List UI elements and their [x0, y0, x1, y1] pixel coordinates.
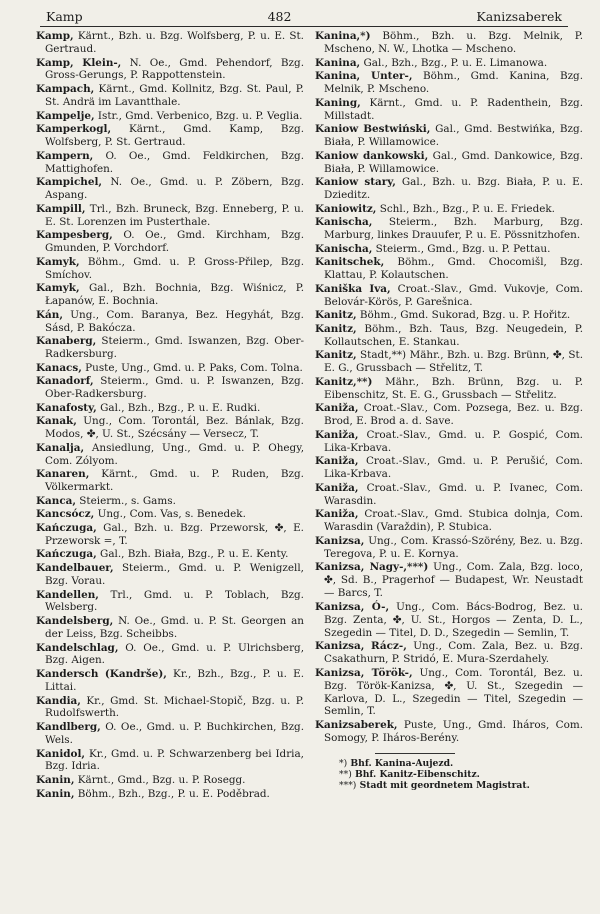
entry-headword: Kamp, Klein-, [36, 56, 122, 69]
entry [36, 668, 304, 694]
entry-text: Steierm., Gmd., Bzg. u. P. Pettau. [372, 242, 551, 255]
entry [315, 402, 583, 428]
entry [36, 589, 304, 615]
entry-headword: Kaniža, [315, 481, 359, 494]
entry-text: Kärnt., Gmd. Kamp, Bzg. Wolfsberg, P. St. Gertraud. [45, 123, 304, 148]
entry-text: Kärnt., Gmd. Kollnitz, Bzg. St. Paul, P. St. Andrä im Lavantthale. [45, 83, 304, 108]
entry-text: Kärnt., Gmd. u. P. Ruden, Bzg. Völkermarkt. [45, 468, 304, 494]
entry [36, 695, 304, 721]
entry-text: Ansiedlung, Ung., Gmd. u. P. Ohegy, Com. Zólyom. [45, 441, 304, 467]
entry [36, 615, 304, 641]
entry-headword: Kanin, [36, 787, 75, 800]
entry [36, 468, 304, 494]
entry [36, 522, 304, 548]
entry-text: Trl., Bzh. Bruneck, Bzg. Enneberg, P. u. E. St. Lorenzen im Pusterthale. [45, 202, 304, 228]
entry-headword: Kandia, [36, 694, 81, 707]
entry-text: Puste, Ung., Gmd. Iháros, Com. Somogy, P. Iháros-Berény. [324, 719, 583, 744]
entry [36, 57, 304, 83]
entry [36, 229, 304, 255]
entry-headword: Kaniža, [315, 402, 359, 415]
page-number: 482 [267, 8, 292, 24]
entry-headword: Kanina, Unter-, [315, 70, 413, 83]
entry-text: Mähr., Bzh. Brünn, Bzg. u. P. Eibenschitz, St. E. G., Grussbach — Střelitz. [324, 375, 583, 401]
right-column [315, 30, 583, 791]
entry-text: Kr., Gmd. u. P. Schwarzenberg bei Idria, Bzg. Idria. [45, 747, 304, 773]
entry-headword: Kanacs, [36, 361, 82, 374]
entry-headword: Kandlberg, [36, 721, 101, 734]
entry [315, 30, 583, 56]
entry-headword: Kamyk, [36, 255, 80, 268]
entry-headword: Kanidol, [36, 747, 86, 760]
entry-text: Böhm., Bzh. u. Bzg. Melnik, P. Mscheno, N. W., Lhotka — Mscheno. [324, 30, 583, 55]
entry-text: Istr., Gmd. Verbenico, Bzg. u. P. Veglia. [94, 109, 303, 122]
entry-headword: Kandelsberg, [36, 615, 114, 628]
entry [36, 176, 304, 202]
entry-text: Steierm., s. Gams. [76, 494, 176, 507]
left-column [36, 30, 304, 801]
entry-text: Kr., Bzh., Bzg., P. u. E. Littai. [45, 668, 304, 693]
entry-headword: Kaniow dankowski, [315, 149, 429, 162]
entry-headword: Kancsócz, [36, 508, 95, 521]
entry-text: Ung., Com. Torontál, Bez. Bánlak, Bzg. Modos, ✤, U. St., Szécsány — Versecz, T. [45, 415, 304, 441]
running-head-left: Kamp [46, 8, 83, 24]
entry-headword: Kanitz,**) [315, 375, 373, 388]
entry-headword: Kanizsa, Nagy-,***) [315, 561, 429, 574]
entry-text: Stadt,**) Mähr., Bzh. u. Bzg. Brünn, ✤, St. E. G., Grussbach — Střelitz, T. [324, 349, 583, 375]
entry [36, 788, 304, 801]
entry-headword: Kanaren, [36, 468, 90, 481]
entry [36, 508, 304, 521]
entry [315, 455, 583, 481]
entry-headword: Kampichel, [36, 176, 103, 189]
entry [315, 203, 583, 216]
entry [315, 482, 583, 508]
entry-text: Steierm., Gmd. u. P. Wenigzell, Bzg. Vorau. [45, 562, 304, 587]
entry-text: Steierm., Gmd. Iswanzen, Bzg. Ober-Radkersburg. [45, 335, 304, 360]
entry-text: Ung., Com. Zala, Bez. u. Bzg. Csakathurn, P. Stridó, E. Mura-Szerdahely. [324, 640, 583, 666]
entry-text: Ung., Com. Torontál, Bez. u. Bzg. Török-Kanizsa, ✤, U. St., Szegedin — Karlova, D. L., Szegedin — Titel, Szegedin — Semlin, T. [324, 666, 583, 718]
entry-headword: Kanadorf, [36, 375, 94, 388]
footnotes [315, 758, 583, 791]
entry-headword: Kaniža, [315, 455, 359, 468]
entry [36, 203, 304, 229]
entry-text: Gal., Gmd. Bestwińka, Bzg. Biała, P. Willamowice. [324, 123, 583, 148]
footnote-text: Bhf. Kanina-Aujezd. [350, 757, 454, 769]
entry [36, 309, 304, 335]
entry [315, 601, 583, 640]
footnote [315, 780, 583, 791]
entry-text: Böhm., Gmd. Chocomišl, Bzg. Klattau, P. Kolautschen. [324, 256, 583, 282]
entry [315, 309, 583, 322]
entry [315, 176, 583, 202]
entry [36, 495, 304, 508]
entry-text: O. Oe., Gmd. u. P. Buchkirchen, Bzg. Wels. [45, 721, 304, 746]
entry [315, 97, 583, 123]
entry-headword: Kandelbauer, [36, 562, 114, 575]
entry-text: Böhm., Bzh., Bzg., P. u. E. Poděbrad. [74, 787, 270, 800]
entry-headword: Kaniška Iva, [315, 282, 391, 295]
entry-text: N. Oe., Gmd. Pehendorf, Bzg. Gross-Gerungs, P. Rappottenstein. [45, 56, 304, 82]
entry-text: Böhm., Gmd. u. P. Gross-Přilep, Bzg. Smíchov. [45, 255, 304, 281]
entry-headword: Kanafosty, [36, 401, 97, 414]
right-entries [315, 30, 583, 745]
entry [36, 415, 304, 441]
entry-headword: Kanizsa, Ó-, [315, 600, 390, 613]
entry-text: Gal., Bzh. u. Bzg. Biała, P. u. E. Dzieditz. [324, 176, 583, 201]
entry-text: Croat.-Slav., Gmd. u. P. Gospić, Com. Lika-Krbava. [324, 428, 583, 454]
entry [315, 57, 583, 70]
entry-text: Ung., Com. Vas, s. Benedek. [94, 508, 246, 521]
entry-text: Ung., Com. Krassó-Szörény, Bez. u. Bzg. Teregova, P. u. E. Kornya. [324, 534, 583, 560]
entry-text: Gal., Bzh., Bzg., P. u. E. Rudki. [96, 401, 261, 414]
entry-headword: Kamperkogl, [36, 123, 112, 136]
entry-headword: Kaniow Bestwiński, [315, 123, 431, 136]
entry-headword: Kaniow stary, [315, 176, 396, 189]
entry [315, 561, 583, 600]
entry [315, 376, 583, 402]
entry-text: Böhm., Gmd. Kanina, Bzg. Melnik, P. Mscheno. [324, 70, 584, 95]
footnote-mark: *) [339, 757, 348, 769]
entry-text: N. Oe., Gmd. u. P. Zöbern, Bzg. Aspang. [45, 176, 304, 201]
entry-headword: Kandellen, [36, 588, 99, 601]
entry-text: Gal., Bzh. Biała, Bzg., P. u. E. Kenty. [96, 548, 289, 561]
entry-headword: Kaniža, [315, 508, 359, 521]
entry-headword: Kanaberg, [36, 335, 97, 348]
entry-text: Steierm., Gmd. u. P. Iswanzen, Bzg. Ober-Radkersburg. [45, 375, 304, 401]
footnote-text: Stadt mit geordnetem Magistrat. [359, 779, 530, 791]
entry-text: O. Oe., Gmd. Kirchham, Bzg. Gmunden, P. Vorchdorf. [45, 229, 304, 254]
entry-text: Croat.-Slav., Gmd. u. P. Perušić, Com. Lika-Krbava. [324, 455, 583, 481]
entry-text: O. Oe., Gmd. u. P. Ulrichsberg, Bzg. Aigen. [45, 641, 304, 667]
entry-headword: Kanischa, [315, 242, 373, 255]
entry-headword: Kańczuga, [36, 521, 97, 534]
footnote-mark: **) [339, 768, 352, 780]
entry-text: Croat.-Slav., Gmd. u. P. Ivanec, Com. Warasdin. [324, 481, 583, 507]
entry [36, 548, 304, 561]
footnote-text: Bhf. Kanitz-Eibenschitz. [354, 768, 480, 780]
entry [36, 362, 304, 375]
entry-text: Trl., Gmd. u. P. Toblach, Bzg. Welsberg. [45, 588, 304, 614]
entry-text: Schl., Bzh., Bzg., P. u. E. Friedek. [376, 202, 555, 215]
entry-headword: Kanischa, [315, 216, 373, 229]
entry-headword: Kanina, [315, 56, 361, 69]
entry [315, 150, 583, 176]
entry [36, 721, 304, 747]
entry-text: Croat.-Slav., Gmd. Vukovje, Com. Belovár-Körös, P. Garešnica. [324, 282, 583, 308]
entry-headword: Kán, [36, 308, 63, 321]
entry [315, 243, 583, 256]
entry-text: Croat.-Slav., Gmd. Stubica dolnja, Com. Warasdin (Varaždin), P. Stubica. [324, 508, 583, 534]
entry [36, 402, 304, 415]
entry [36, 442, 304, 468]
entry [315, 323, 583, 349]
entry [315, 640, 583, 666]
entry [36, 375, 304, 401]
running-head-right: Kanizsaberek [476, 8, 562, 24]
entry-headword: Kanina,*) [315, 30, 371, 42]
entry-headword: Kanitschek, [315, 256, 385, 269]
entry [36, 562, 304, 588]
entry [36, 123, 304, 149]
entry-text: Gal., Bzh. u. Bzg. Przeworsk, ✤, E. Przeworsk =, T. [45, 521, 304, 547]
entry-headword: Kanitz, [315, 322, 357, 335]
entry-headword: Kanak, [36, 415, 77, 428]
entry-text: Kärnt., Bzh. u. Bzg. Wolfsberg, P. u. E. St. Gertraud. [45, 30, 304, 55]
entry-text: Gal., Gmd. Dankowice, Bzg. Biała, P. Willamowice. [324, 149, 583, 175]
footnote [315, 769, 583, 780]
entry-headword: Kanizsa, Rácz-, [315, 640, 407, 653]
entry [315, 256, 583, 282]
entry-text: N. Oe., Gmd. u. P. St. Georgen an der Leiss, Bzg. Scheibbs. [45, 615, 304, 640]
entry-headword: Kaning, [315, 96, 361, 109]
entry-headword: Kaniža, [315, 428, 359, 441]
entry [36, 282, 304, 308]
entry-headword: Kampelje, [36, 109, 95, 122]
entry [315, 508, 583, 534]
entry-headword: Kampesberg, [36, 229, 113, 242]
entry [315, 535, 583, 561]
entry-headword: Kanin, [36, 774, 75, 787]
footnote [315, 758, 583, 769]
entry [36, 642, 304, 668]
entry-headword: Kampach, [36, 83, 95, 95]
entry-headword: Kanalja, [36, 441, 85, 454]
entry [315, 429, 583, 455]
entry [36, 774, 304, 787]
entry [36, 748, 304, 774]
entry-headword: Kanizsaberek, [315, 719, 398, 731]
entry [315, 70, 583, 96]
entry-text: Kr., Gmd. St. Michael-Stopič, Bzg. u. P. Rudolfswerth. [45, 694, 304, 720]
page-header [40, 6, 568, 27]
entry [36, 150, 304, 176]
entry-headword: Kanca, [36, 494, 76, 507]
entry [315, 123, 583, 149]
entry-headword: Kandelschlag, [36, 641, 119, 654]
footnote-separator [375, 753, 455, 754]
entry [315, 667, 583, 719]
entry [315, 216, 583, 242]
entry-text: Steierm., Bzh. Marburg, Bzg. Marburg, linkes Drauufer, P. u. E. Pössnitzhofen. [324, 216, 583, 242]
entry-text: Ung., Com. Baranya, Bez. Hegyhát, Bzg. Sásd, P. Bakócza. [45, 308, 304, 334]
entry-headword: Kandersch (Kandrše), [36, 668, 167, 681]
entry [36, 256, 304, 282]
entry-headword: Kamyk, [36, 282, 80, 295]
entry-headword: Kanitz, [315, 349, 357, 362]
entry-headword: Kamp, [36, 30, 74, 42]
entry-headword: Kampill, [36, 202, 86, 215]
entry [315, 283, 583, 309]
entry-headword: Kanizsa, Török-, [315, 666, 413, 679]
entry [36, 335, 304, 361]
entry [36, 30, 304, 56]
entry-text: Ung., Com. Zala, Bzg. loco, ✤, Sd. B., Pragerhof — Budapest, Wr. Neustadt — Barcs, T. [324, 561, 583, 600]
entry-headword: Kaniowitz, [315, 202, 377, 215]
entry-headword: Kampern, [36, 149, 94, 162]
entry-text: Puste, Ung., Gmd. u. P. Paks, Com. Tolna. [81, 361, 303, 374]
entry-text: Ung., Com. Bács-Bodrog, Bez. u. Bzg. Zenta, ✤, U. St., Horgos — Zenta, D. L., Szegedin — Titel, D. D., Szegedin — Semlin, T. [324, 600, 583, 639]
entry-text: Böhm., Gmd. Sukorad, Bzg. u. P. Hořitz. [356, 309, 571, 322]
entry-headword: Kanitz, [315, 309, 357, 322]
entry [315, 719, 583, 745]
entry-headword: Kańczuga, [36, 548, 97, 561]
entry-text: Kärnt., Gmd. u. P. Radenthein, Bzg. Millstadt. [324, 96, 583, 122]
footnote-mark: ***) [339, 779, 357, 791]
entry [36, 83, 304, 109]
entry [315, 349, 583, 375]
entry-headword: Kanizsa, [315, 534, 365, 547]
entry-text: Böhm., Bzh. Taus, Bzg. Neugedein, P. Kollautschen, E. Stankau. [324, 322, 583, 348]
entry-text: Gal., Bzh., Bzg., P. u. E. Limanowa. [360, 56, 548, 69]
entry-text: Croat.-Slav., Com. Pozsega, Bez. u. Bzg. Brod, E. Brod a. d. Save. [324, 402, 583, 428]
entry-text: Kärnt., Gmd., Bzg. u. P. Rosegg. [74, 774, 246, 787]
entry-text: Gal., Bzh. Bochnia, Bzg. Wiśnicz, P. Łapanów, E. Bochnia. [45, 282, 304, 307]
entry-text: O. Oe., Gmd. Feldkirchen, Bzg. Mattighofen. [45, 149, 304, 175]
entry [36, 110, 304, 123]
